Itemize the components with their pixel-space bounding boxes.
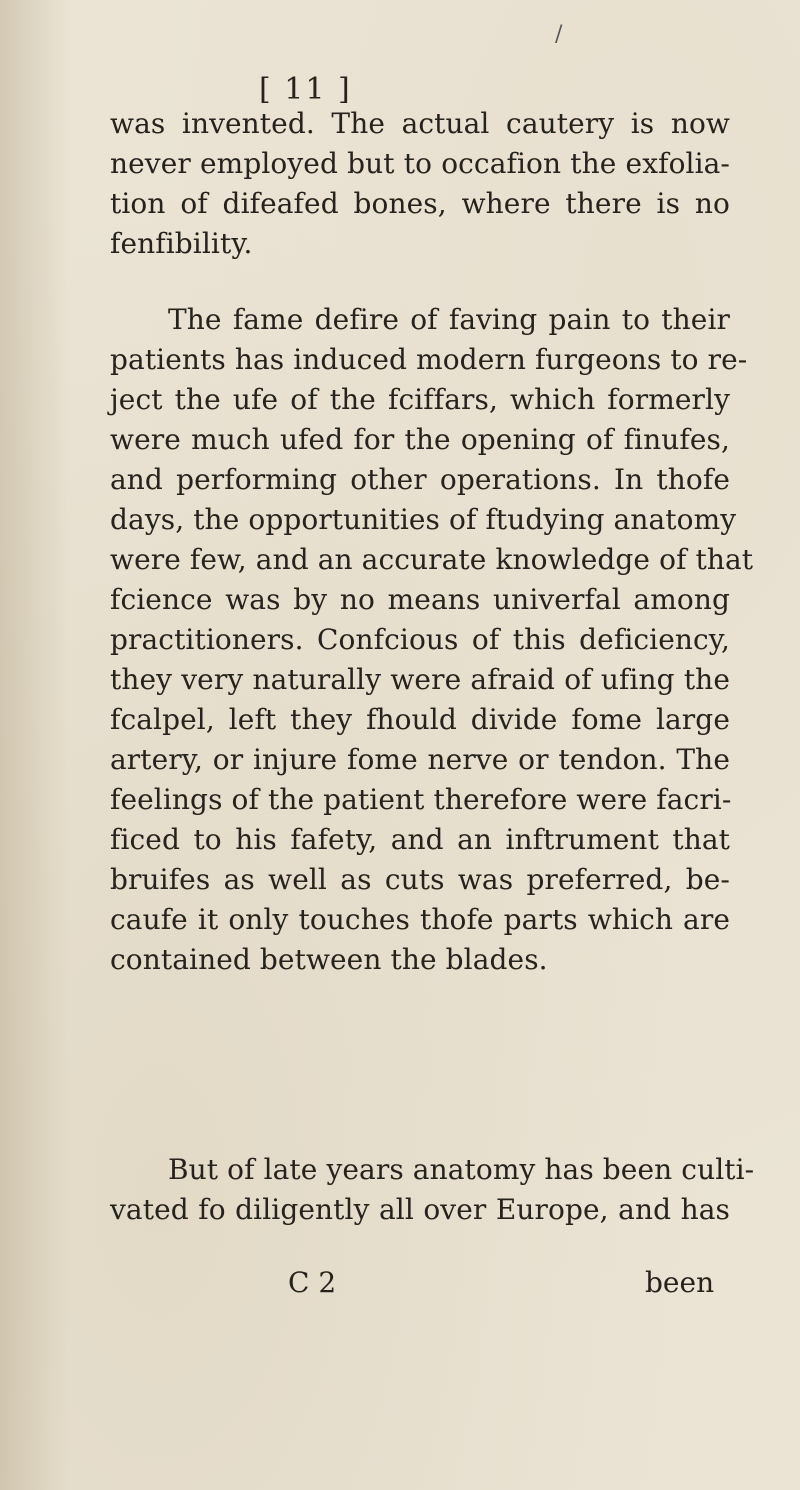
text-line: caufe it only touches thofe parts which are [110, 903, 730, 936]
text-line: fcience was by no means univerfal among [110, 583, 730, 616]
corner-pencil-mark: / [555, 22, 563, 47]
text-line: The fame defire of faving pain to their [168, 303, 730, 336]
text-line: were much ufed for the opening of finufes, [110, 423, 730, 456]
text-line: were few, and an accurate knowledge of that [110, 543, 754, 576]
text-line: But of late years anatomy has been culti- [168, 1153, 755, 1186]
text-line: artery, or injure fome nerve or tendon. The [110, 743, 730, 776]
catchword: been [645, 1266, 715, 1299]
signature-mark: C 2 [288, 1266, 337, 1299]
text-line: ject the ufe of the fciffars, which formerly [110, 383, 730, 416]
paragraph-2 [110, 300, 754, 980]
text-line: tion of difeafed bones, where there is no [110, 187, 730, 220]
paragraph-3 [110, 1150, 755, 1230]
binding-shadow [0, 0, 70, 1490]
text-line: bruifes as well as cuts was preferred, be- [110, 863, 730, 896]
text-line: contained between the blades. [110, 943, 548, 976]
text-line: vated fo diligently all over Europe, and has [110, 1193, 730, 1226]
text-line: and performing other operations. In thofe [110, 463, 730, 496]
text-line: they very naturally were afraid of ufing the [110, 663, 730, 696]
text-line: ficed to his fafety, and an inftrument that [110, 823, 730, 856]
text-line: feelings of the patient therefore were facri- [110, 783, 732, 816]
text-line: was invented. The actual cautery is now [110, 107, 730, 140]
page-number-header: [ 11 ] [259, 72, 352, 107]
text-line: fenfibility. [110, 227, 253, 260]
text-line: practitioners. Confcious of this deficiency, [110, 623, 730, 656]
text-line: days, the opportunities of ftudying anatomy [110, 503, 737, 536]
text-line: patients has induced modern furgeons to re- [110, 343, 748, 376]
text-line: never employed but to occafion the exfolia- [110, 147, 730, 180]
paragraph-1 [110, 104, 730, 264]
text-line: fcalpel, left they fhould divide fome large [110, 703, 730, 736]
